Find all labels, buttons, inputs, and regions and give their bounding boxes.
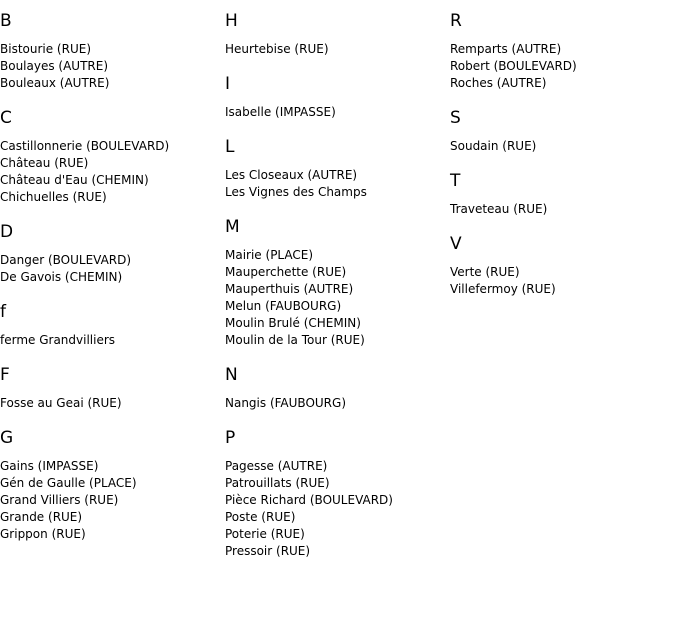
street-link[interactable]: Chichuelles (RUE) [0,190,107,204]
letter-group [450,108,675,155]
letter-heading: S [450,108,461,128]
letter-heading: N [225,365,238,385]
letter-heading: M [225,217,240,237]
letter-group [0,365,225,412]
street-link[interactable]: Boulayes (AUTRE) [0,59,109,73]
letter-heading: G [0,428,14,448]
letter-group [225,217,450,349]
letter-group [0,302,225,349]
street-link[interactable]: Poste (RUE) [225,510,296,524]
street-link[interactable]: Castillonnerie (BOULEVARD) [0,139,170,153]
street-link[interactable]: Roches (AUTRE) [450,76,547,90]
letter-heading: P [225,428,236,448]
street-link[interactable]: Soudain (RUE) [450,139,537,153]
letter-group [225,428,450,560]
letter-heading: I [225,74,231,94]
street-link[interactable]: Danger (BOULEVARD) [0,253,132,267]
letter-heading: R [450,11,462,31]
letter-group [225,11,450,58]
letter-group [450,171,675,218]
street-link[interactable]: Moulin de la Tour (RUE) [225,333,365,347]
street-link[interactable]: Bistourie (RUE) [0,42,92,56]
letter-group [225,365,450,412]
street-link[interactable]: Robert (BOULEVARD) [450,59,577,73]
street-link[interactable]: Mauperthuis (AUTRE) [225,282,354,296]
street-link[interactable]: Heurtebise (RUE) [225,42,329,56]
letter-group [0,108,225,206]
street-link[interactable]: Moulin Brulé (CHEMIN) [225,316,361,330]
letter-group [225,137,450,201]
street-link[interactable]: Remparts (AUTRE) [450,42,562,56]
letter-heading: B [0,11,12,31]
letter-group [0,11,225,92]
street-link[interactable]: Pagesse (AUTRE) [225,459,328,473]
street-link[interactable]: Bouleaux (AUTRE) [0,76,110,90]
letter-heading: C [0,108,12,128]
index-column [450,11,675,314]
street-link[interactable]: Les Vignes des Champs [225,185,367,199]
letter-group [0,428,225,543]
street-link[interactable]: Pièce Richard (BOULEVARD) [225,493,393,507]
street-link[interactable]: Villefermoy (RUE) [450,282,556,296]
street-link[interactable]: Pressoir (RUE) [225,544,311,558]
street-link[interactable]: De Gavois (CHEMIN) [0,270,123,284]
letter-heading: V [450,234,462,254]
street-link[interactable]: Poterie (RUE) [225,527,305,541]
street-link[interactable]: Château d'Eau (CHEMIN) [0,173,149,187]
letter-heading: F [0,365,10,385]
letter-group [450,234,675,298]
letter-group [450,11,675,92]
street-link[interactable]: ferme Grandvilliers [0,333,116,347]
street-link[interactable]: Grand Villiers (RUE) [0,493,119,507]
letter-heading: T [450,171,461,191]
letter-heading: H [225,11,238,31]
street-link[interactable]: Les Closeaux (AUTRE) [225,168,358,182]
street-link[interactable]: Gén de Gaulle (PLACE) [0,476,137,490]
letter-group [0,222,225,286]
street-link[interactable]: Fosse au Geai (RUE) [0,396,122,410]
street-link[interactable]: Château (RUE) [0,156,89,170]
letter-heading: f [0,302,6,322]
street-link[interactable]: Patrouillats (RUE) [225,476,330,490]
street-link[interactable]: Nangis (FAUBOURG) [225,396,346,410]
street-link[interactable]: Isabelle (IMPASSE) [225,105,336,119]
letter-group [225,74,450,121]
letter-heading: L [225,137,235,157]
street-link[interactable]: Mauperchette (RUE) [225,265,347,279]
street-link[interactable]: Traveteau (RUE) [450,202,548,216]
street-link[interactable]: Verte (RUE) [450,265,520,279]
index-column [0,11,225,559]
street-link[interactable]: Grande (RUE) [0,510,83,524]
index-column [225,11,450,576]
street-link[interactable]: Mairie (PLACE) [225,248,314,262]
street-link[interactable]: Grippon (RUE) [0,527,86,541]
letter-heading: D [0,222,14,242]
street-link[interactable]: Gains (IMPASSE) [0,459,99,473]
street-link[interactable]: Melun (FAUBOURG) [225,299,342,313]
